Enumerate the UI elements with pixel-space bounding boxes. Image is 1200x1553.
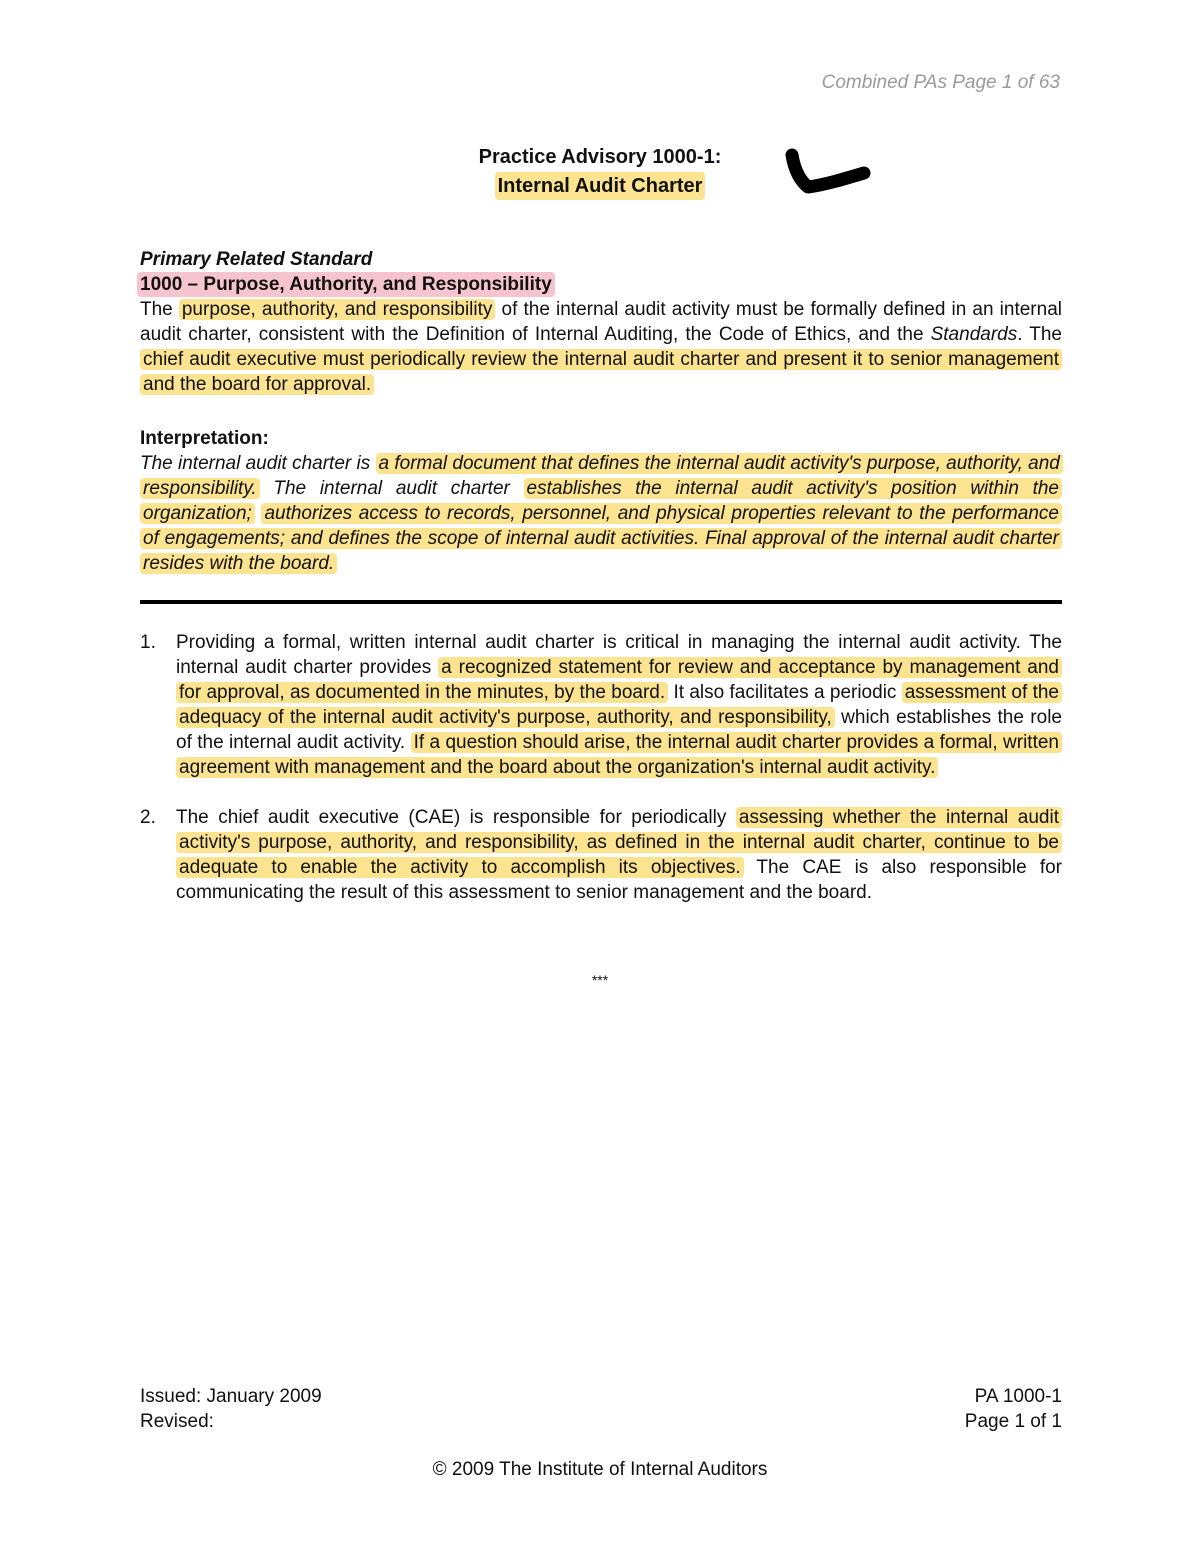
page-footer [140,1384,1062,1434]
interpretation-section [140,426,1062,576]
handwritten-check-icon [784,145,872,205]
advisory-number: Practice Advisory 1000-1: [478,146,722,168]
standard-heading: 1000 – Purpose, Authority, and Responsibility [137,272,555,297]
interpretation-text: The internal audit charter is a formal document that defines the internal audit activity's purpose, authority, and responsibility. The internal audit charter establishes the internal audit activity's position within the organization; authorizes access to records, personnel, and physical properties relevant to the performance of engagements; and defines the scope of internal audit activities. Final approval of the internal audit charter resides with the board. [140,451,1062,576]
revised-date: Revised: [140,1411,214,1432]
numbered-list [140,630,1062,930]
section-end-marker: *** [591,972,609,988]
standard-label: Primary Related Standard [140,249,373,270]
advisory-title [0,143,1200,200]
standard-section [140,247,1062,397]
running-header: Combined PAs Page 1 of 63 [821,72,1060,93]
section-divider [140,600,1062,604]
pa-code: PA 1000-1 [974,1386,1062,1407]
list-item: 1. Providing a formal, written internal audit charter is critical in managing the internal audit activity. The internal audit charter provides a recognized statement for review and acceptance by management and for approval, as documented in the minutes, by the board. It also facilitates a periodic assessment of the adequacy of the internal audit activity's purpose, authority, and responsibility, which establishes the role of the internal audit activity. If a question should arise, the internal audit charter provides a formal, written agreement with management and the board about the organization's internal audit activity. [140,632,1062,778]
interpretation-label: Interpretation: [140,428,269,449]
advisory-subject: Internal Audit Charter [495,172,706,200]
issued-date: Issued: January 2009 [140,1386,322,1407]
list-item: 2. The chief audit executive (CAE) is responsible for periodically assessing whether the internal audit activity's purpose, authority, and responsibility, as defined in the internal audit charter, continue to be adequate to enable the activity to accomplish its objectives. The CAE is also responsible for communicating the result of this assessment to senior management and the board. [140,807,1062,903]
copyright: © 2009 The Institute of Internal Auditors [432,1459,768,1480]
standard-text: The purpose, authority, and responsibility of the internal audit activity must be formally defined in an internal audit charter, consistent with the Definition of Internal Auditing, the Code of Ethics, and the Standards. The chief audit executive must periodically review the internal audit charter and present it to senior management and the board for approval. [140,299,1062,395]
page-number: Page 1 of 1 [964,1411,1062,1432]
